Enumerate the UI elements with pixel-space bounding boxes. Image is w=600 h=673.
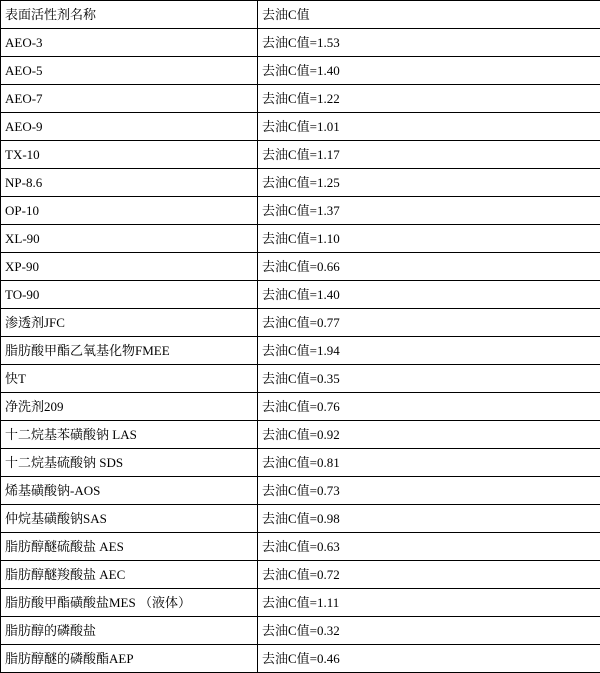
cell-surfactant-name: AEO-5 xyxy=(1,57,258,85)
table-row xyxy=(1,85,600,113)
cell-degreasing-value: 去油C值=1.25 xyxy=(258,169,600,197)
table-row xyxy=(1,645,600,673)
table-row xyxy=(1,617,600,645)
cell-surfactant-name: 十二烷基硫酸钠 SDS xyxy=(1,449,258,477)
cell-degreasing-value: 去油C值=0.63 xyxy=(258,533,600,561)
cell-surfactant-name: 脂肪醇醚羧酸盐 AEC xyxy=(1,561,258,589)
table-row xyxy=(1,365,600,393)
cell-degreasing-value: 去油C值=1.10 xyxy=(258,225,600,253)
cell-degreasing-value: 去油C值=0.81 xyxy=(258,449,600,477)
cell-surfactant-name: 脂肪醇醚硫酸盐 AES xyxy=(1,533,258,561)
cell-degreasing-value: 去油C值=1.37 xyxy=(258,197,600,225)
table-row xyxy=(1,309,600,337)
cell-degreasing-value: 去油C值=0.73 xyxy=(258,477,600,505)
table-row xyxy=(1,533,600,561)
cell-surfactant-name: 快T xyxy=(1,365,258,393)
cell-degreasing-value: 去油C值=1.11 xyxy=(258,589,600,617)
cell-degreasing-value: 去油C值=0.46 xyxy=(258,645,600,673)
cell-surfactant-name: 渗透剂JFC xyxy=(1,309,258,337)
table-row xyxy=(1,57,600,85)
table-row xyxy=(1,113,600,141)
cell-degreasing-value: 去油C值=0.92 xyxy=(258,421,600,449)
cell-surfactant-name: XP-90 xyxy=(1,253,258,281)
cell-surfactant-name: 烯基磺酸钠-AOS xyxy=(1,477,258,505)
cell-surfactant-name: 脂肪酸甲酯磺酸盐MES （液体） xyxy=(1,589,258,617)
table-row xyxy=(1,141,600,169)
cell-degreasing-value: 去油C值=1.17 xyxy=(258,141,600,169)
table-body xyxy=(1,1,600,673)
table-row xyxy=(1,393,600,421)
cell-degreasing-value: 去油C值=1.94 xyxy=(258,337,600,365)
cell-degreasing-value: 去油C值=1.01 xyxy=(258,113,600,141)
cell-surfactant-name: OP-10 xyxy=(1,197,258,225)
table-row xyxy=(1,561,600,589)
cell-surfactant-name: AEO-7 xyxy=(1,85,258,113)
table-row xyxy=(1,281,600,309)
cell-degreasing-value: 去油C值=1.40 xyxy=(258,281,600,309)
cell-surfactant-name: AEO-3 xyxy=(1,29,258,57)
cell-surfactant-name: 净洗剂209 xyxy=(1,393,258,421)
table-row xyxy=(1,225,600,253)
cell-degreasing-value: 去油C值=1.53 xyxy=(258,29,600,57)
cell-surfactant-name: NP-8.6 xyxy=(1,169,258,197)
table-row xyxy=(1,337,600,365)
cell-surfactant-name: XL-90 xyxy=(1,225,258,253)
table-header-cell-value: 去油C值 xyxy=(258,1,600,29)
cell-degreasing-value: 去油C值=1.22 xyxy=(258,85,600,113)
cell-surfactant-name: TO-90 xyxy=(1,281,258,309)
cell-surfactant-name: 仲烷基磺酸钠SAS xyxy=(1,505,258,533)
table-row xyxy=(1,29,600,57)
cell-degreasing-value: 去油C值=0.98 xyxy=(258,505,600,533)
table-header-cell-name: 表面活性剂名称 xyxy=(1,1,258,29)
table-row xyxy=(1,449,600,477)
cell-degreasing-value: 去油C值=0.72 xyxy=(258,561,600,589)
table-row xyxy=(1,589,600,617)
cell-surfactant-name: AEO-9 xyxy=(1,113,258,141)
table-row xyxy=(1,169,600,197)
table-row xyxy=(1,421,600,449)
cell-surfactant-name: TX-10 xyxy=(1,141,258,169)
cell-degreasing-value: 去油C值=0.35 xyxy=(258,365,600,393)
cell-degreasing-value: 去油C值=0.77 xyxy=(258,309,600,337)
table-row xyxy=(1,197,600,225)
table-header-row xyxy=(1,1,600,29)
table-row xyxy=(1,477,600,505)
cell-surfactant-name: 脂肪酸甲酯乙氧基化物FMEE xyxy=(1,337,258,365)
cell-surfactant-name: 脂肪醇的磷酸盐 xyxy=(1,617,258,645)
table-row xyxy=(1,505,600,533)
cell-degreasing-value: 去油C值=0.66 xyxy=(258,253,600,281)
table-row xyxy=(1,253,600,281)
cell-surfactant-name: 脂肪醇醚的磷酸酯AEP xyxy=(1,645,258,673)
cell-surfactant-name: 十二烷基苯磺酸钠 LAS xyxy=(1,421,258,449)
cell-degreasing-value: 去油C值=0.32 xyxy=(258,617,600,645)
cell-degreasing-value: 去油C值=0.76 xyxy=(258,393,600,421)
cell-degreasing-value: 去油C值=1.40 xyxy=(258,57,600,85)
